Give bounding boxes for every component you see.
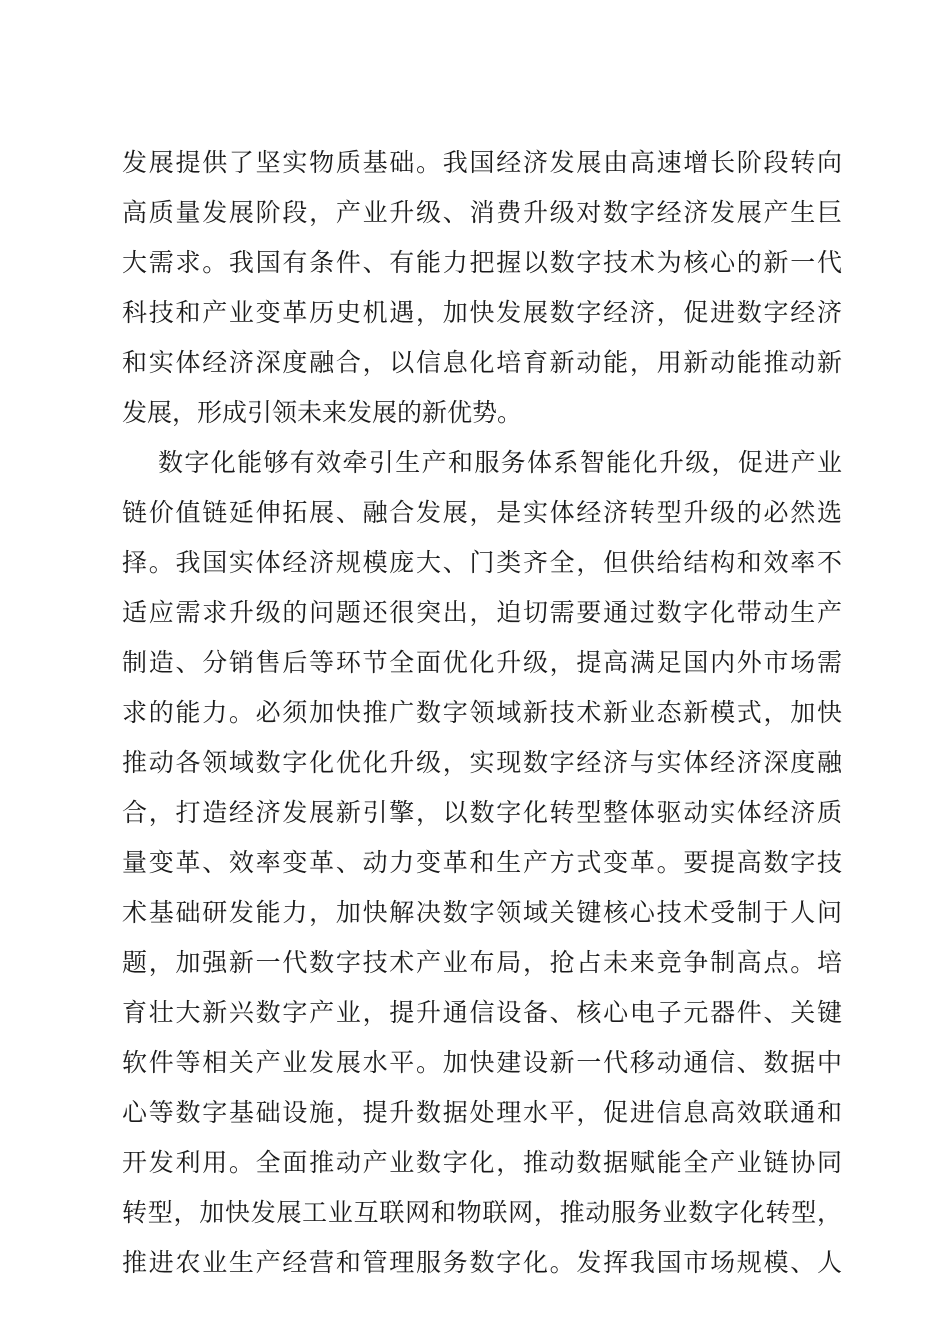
paragraph-2	[122, 438, 842, 1288]
text-line: 软件等相关产业发展水平。加快建设新一代移动通信、数据中	[122, 1048, 842, 1077]
text-line: 推进农业生产经营和管理服务数字化。发挥我国市场规模、人	[122, 1248, 842, 1277]
text-line: 发展提供了坚实物质基础。我国经济发展由高速增长阶段转向	[122, 148, 842, 177]
text-line: 大需求。我国有条件、有能力把握以数字技术为核心的新一代	[122, 248, 842, 277]
text-line: 量变革、效率变革、动力变革和生产方式变革。要提高数字技	[122, 848, 842, 877]
text-line: 数字化能够有效牵引生产和服务体系智能化升级，促进产业	[158, 448, 842, 477]
text-line: 科技和产业变革历史机遇，加快发展数字经济，促进数字经济	[122, 298, 842, 327]
text-line: 链价值链延伸拓展、融合发展，是实体经济转型升级的必然选	[122, 498, 842, 527]
text-line: 合，打造经济发展新引擎，以数字化转型整体驱动实体经济质	[122, 798, 842, 827]
text-line: 心等数字基础设施，提升数据处理水平，促进信息高效联通和	[122, 1098, 842, 1127]
text-line: 开发利用。全面推动产业数字化，推动数据赋能全产业链协同	[122, 1148, 842, 1177]
text-line: 术基础研发能力，加快解决数字领域关键核心技术受制于人问	[122, 898, 842, 927]
document-body	[122, 138, 842, 1288]
paragraph-1	[122, 138, 842, 438]
text-line: 转型，加快发展工业互联网和物联网，推动服务业数字化转型，	[122, 1198, 842, 1227]
text-line: 求的能力。必须加快推广数字领域新技术新业态新模式，加快	[122, 698, 842, 727]
text-line: 制造、分销售后等环节全面优化升级，提高满足国内外市场需	[122, 648, 842, 677]
text-line: 适应需求升级的问题还很突出，迫切需要通过数字化带动生产	[122, 598, 842, 627]
text-line: 推动各领域数字化优化升级，实现数字经济与实体经济深度融	[122, 748, 842, 777]
text-line: 高质量发展阶段，产业升级、消费升级对数字经济发展产生巨	[122, 198, 842, 227]
text-line: 择。我国实体经济规模庞大、门类齐全，但供给结构和效率不	[122, 548, 842, 577]
text-line: 发展，形成引领未来发展的新优势。	[122, 398, 523, 427]
text-line: 育壮大新兴数字产业，提升通信设备、核心电子元器件、关键	[122, 998, 842, 1027]
text-line: 和实体经济深度融合，以信息化培育新动能，用新动能推动新	[122, 348, 842, 377]
text-line: 题，加强新一代数字技术产业布局，抢占未来竞争制高点。培	[122, 948, 842, 977]
